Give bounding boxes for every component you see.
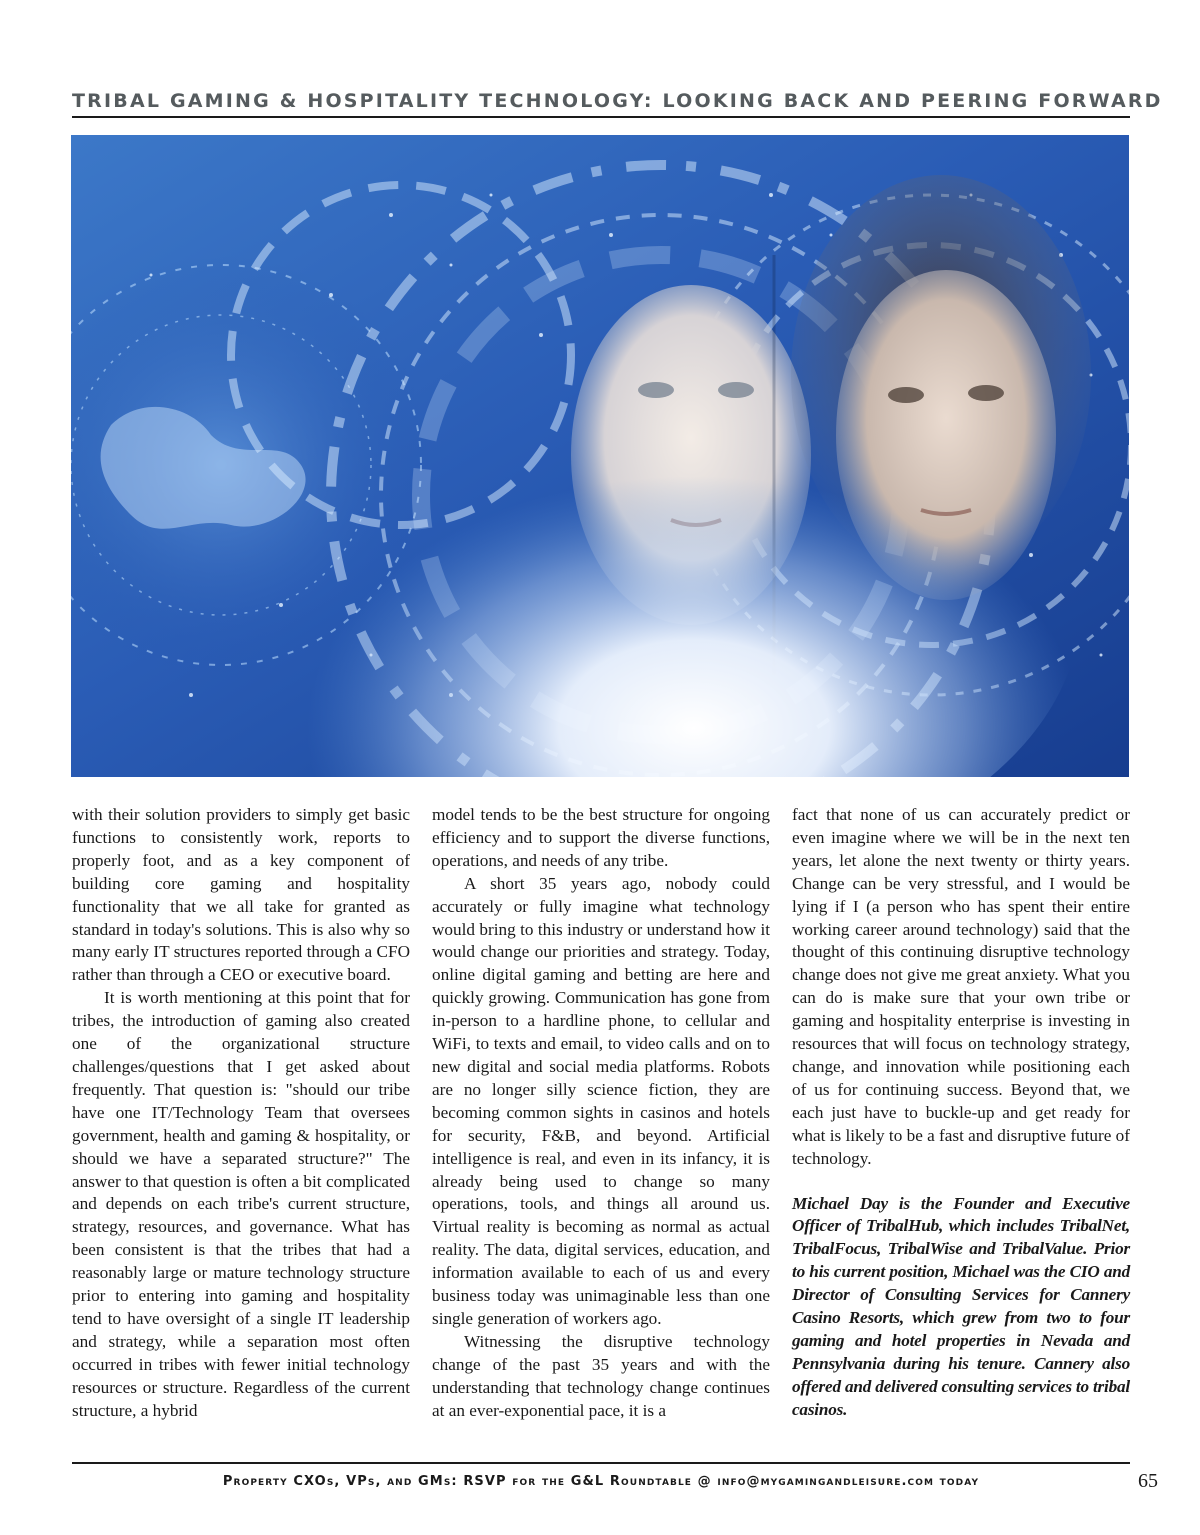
header-divider bbox=[72, 116, 1130, 118]
paragraph: Witnessing the disruptive technology change of the past 35 years and with the understanding that technology change continues at an ever-exponential pace, it is a bbox=[432, 1331, 770, 1420]
paragraph: model tends to be the best structure for ongoing efficiency and to support the diverse functions, operations, and needs of any tribe. bbox=[432, 805, 770, 870]
article-column-1 bbox=[72, 804, 410, 1422]
paragraph: fact that none of us can accurately predict or even imagine where we will be in the next ten years, let alone the next twenty or thirty years. Change can be very stressful, and I would be lying if I (a person who has spent their entire working career around technology) said that the thought of this continuing disruptive technology change does not give me great anxiety. What you can do is make sure that your own tribe or gaming and hospitality enterprise is investing in resources that will focus on technology strategy, change, and innovation while positioning each of us for continuing success. Beyond that, we each just have to buckle-up and get ready for what is likely to be a fast and disruptive future of technology. bbox=[792, 805, 1130, 1168]
article-column-3 bbox=[792, 804, 1130, 1422]
page-number: 65 bbox=[1138, 1470, 1158, 1492]
footer-divider bbox=[72, 1462, 1130, 1464]
running-header: TRIBAL GAMING & HOSPITALITY TECHNOLOGY: LOOKING BACK AND PEERING FORWARD bbox=[72, 90, 1163, 112]
paragraph: It is worth mentioning at this point that for tribes, the introduction of gaming also created one of the organizational structure challenges/questions that I get asked about frequently. That question is: "should our tribe have one IT/Technology Team that oversees government, health and gaming & hospitality, or should we have a separated structure?" The answer to that question is often a bit complicated and depends on each tribe's current structure, strategy, resources, and governance. What has been consistent is that the tribes that had a reasonably large or mature technology structure prior to entering into gaming and hospitality tend to have oversight of a single IT leadership and strategy, while a separation most often occurred in tribes with fewer initial technology resources or structure. Regardless of the current structure, a hybrid bbox=[72, 988, 410, 1420]
footer-promo: Property CXOs, VPs, and GMs: RSVP for the G&L Roundtable @ info@mygamingandleisure.com today bbox=[222, 1474, 980, 1489]
paragraph: A short 35 years ago, nobody could accurately or fully imagine what technology would bring to this industry or understand how it would change our priorities and strategy. Today, online digital gaming and betting are here and quickly growing. Communication has gone from in-person to a hardline phone, to cellular and WiFi, to texts and email, to video calls and on to new digital and social media platforms. Robots are no longer silly science fiction, they are becoming common sights in casinos and hotels for security, F&B, and beyond. Artificial intelligence is real, and even in its infancy, it is already being used to change so many operations, tools, and things all around us. Virtual reality is becoming as normal as actual reality. The data, digital services, education, and information available to each of us and every business today was unimaginable less than one single generation of workers ago. bbox=[432, 873, 770, 1328]
article-column-2 bbox=[432, 804, 770, 1422]
author-bio: Michael Day is the Founder and Executive Officer of TribalHub, which includes TribalNet, TribalFocus, TribalWise and TribalValue. Prior to his current position, Michael was the CIO and Director of Consulting Services for Cannery Casino Resorts, which grew from two to four gaming and hotel properties in Nevada and Pennsylvania during his tenure. Cannery also offered and delivered consulting services to tribal casinos. bbox=[792, 1193, 1130, 1419]
hero-image bbox=[71, 135, 1129, 777]
paragraph: with their solution providers to simply get basic functions to consistently work, reports to properly foot, and as a key component of building core gaming and hospitality functionality that we all take for granted as standard in today's solutions. This is also why so many early IT structures reported through a CFO rather than through a CEO or executive board. bbox=[72, 805, 410, 985]
futuristic-faces-globe-illustration-icon bbox=[71, 135, 1129, 777]
